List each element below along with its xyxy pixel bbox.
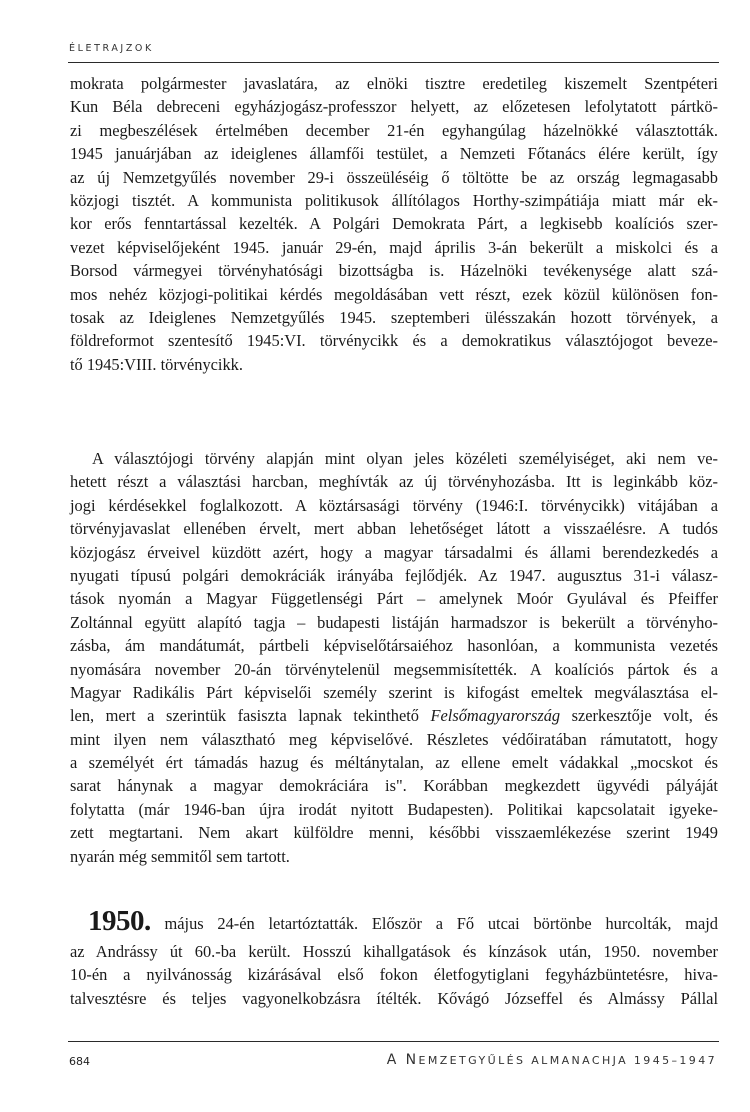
text-line: a személyét ért támadás hazug és méltánytalan, az ellene emelt vádakkal „mocskot és <box>70 753 718 773</box>
text-line: zett megtartani. Nem akart külföldre menni, későbbi visszaemlékezése szerint 1949 <box>70 823 718 843</box>
section-1950 <box>70 905 718 1010</box>
text-line: Zoltánnal együtt alapító tagja – budapesti listáján harmadszor is bekerült a törvényho- <box>70 612 718 632</box>
text-fragment: szerkesztője volt, és <box>560 706 718 726</box>
text-line: zi megbeszélések értelmében december 21-én egyhangúlag házelnökké választották. <box>70 120 718 140</box>
text-line: Borsod vármegyei törvényhatósági bizottságba is. Házelnöki tevékenysége alatt szá- <box>70 261 718 281</box>
text-line: 10-én a nyilvánosság kizárásával első fokon életfogytiglani fegyházbüntetésre, hiva- <box>70 965 718 985</box>
text-line: mokrata polgármester javaslatára, az elnöki tisztre eredetileg kiszemelt Szentpéteri <box>70 74 718 93</box>
text-line: talvesztésre és teljes vagyonelkobzásra ítélték. Kővágó Józseffel és Almássy Pállal <box>70 988 718 1008</box>
paragraph-1 <box>70 72 718 376</box>
text-line: tő 1945:VIII. törvénycikk. <box>70 354 243 374</box>
paragraph-2 <box>70 447 718 868</box>
text-line: közjogi tisztét. A kommunista politikusok állítólagos Horthy-szimpátiája miatt már ek- <box>70 190 718 210</box>
text-fragment: május 24-én letartóztatták. Először a Fő utcai börtönbe hurcolták, majd <box>150 914 718 933</box>
text-line-with-periodical <box>70 704 718 727</box>
periodical-title: Felsőmagyarország <box>430 706 561 726</box>
section-first-line <box>70 905 718 940</box>
text-line: nyugati típusú polgári demokráciák irányába fejlődjék. Az 1947. augusztus 31-i válasz- <box>70 565 718 585</box>
text-line: nyarán még semmitől sem tartott. <box>70 846 290 866</box>
text-fragment: len, mert a szerintük fasiszta lapnak tekinthető <box>70 706 431 726</box>
book-title-rest: EMZETGYŰLÉS ALMANACHJA 1945–1947 <box>418 1054 717 1067</box>
text-line: folytatta (már 1946-ban újra irodát nyitott Budapesten). Politikai kapcsolatait igyeke- <box>70 799 718 819</box>
book-title-initial: A N <box>386 1052 419 1068</box>
text-line: 1945 januárjában az ideiglenes államfői testület, a Nemzeti Főtanács élére került, így <box>70 144 718 164</box>
text-line: törvényjavaslat ellenében érvelt, mert abban lehetőséget látott a visszaélésre. A tudós <box>70 519 718 539</box>
text-line: az új Nemzetgyűlés november 29-i összeüléséig ő töltötte be az ország legmagasabb <box>70 167 718 187</box>
text-line: sarat hánynak a magyar demokráciára is". Korábban megkezdett ügyvédi pályáját <box>70 776 718 796</box>
text-line: A választójogi törvény alapján mint olyan jeles közéleti személyiséget, aki nem ve- <box>92 449 718 468</box>
text-line: nyomására november 20-án törvénytelenül megsemmisítették. A koalíciós pártok és a <box>70 659 718 679</box>
text-line: vezet képviselőjeként 1945. január 29-én, majd április 3-án bekerült a miskolci és a <box>70 237 718 257</box>
text-line: földreformot szentesítő 1945:VI. törvénycikk és a demokratikus választójogot beveze- <box>70 331 718 351</box>
text-line: közjogász érveivel küzdött azért, hogy a magyar társadalmi és állami berendezkedés a <box>70 542 718 562</box>
text-line: az Andrássy út 60.-ba került. Hosszú kihallgatások és kínzások után, 1950. november <box>70 942 718 961</box>
year-lead-numeral: 1950. <box>88 905 151 937</box>
book-title <box>387 1052 717 1068</box>
text-line: tások nyomán a Magyar Függetlenségi Párt – amelynek Moór Gyulával és Pfeiffer <box>70 589 718 609</box>
text-line: zásba, ám mandátumát, pártbeli képviselőtársaiéhoz hasonlóan, a kommunista vezetés <box>70 636 718 656</box>
text-line: hetett részt a választási harcban, meghívták az új törvényhozásba. Itt is leginkább köz- <box>70 472 718 492</box>
page-number: 684 <box>69 1055 90 1068</box>
text-line: kor erős fenntartással kezelték. A Polgári Demokrata Párt, a legkisebb koalíciós szer- <box>70 214 718 234</box>
header-rule <box>68 62 719 63</box>
footer-rule <box>68 1041 719 1042</box>
text-line: Kun Béla debreceni egyházjogász-professzor helyett, az előzetesen lefolytatott pártkö- <box>70 97 718 117</box>
text-line: jogi kérdésekkel foglalkozott. A köztársasági törvény (1946:I. törvénycikk) vitájában a <box>70 495 718 515</box>
text-line: Magyar Radikális Párt képviselői személy szerint is kifogást emeltek megválasztása el- <box>70 682 718 702</box>
running-head: ÉLETRAJZOK <box>69 43 154 54</box>
text-line: mint ilyen nem választható meg képviselővé. Részletes védőiratában rámutatott, hogy <box>70 729 718 749</box>
text-line: tosak az Ideiglenes Nemzetgyűlés 1945. szeptemberi ülésszakán hozott törvények, a <box>70 307 718 327</box>
text-line: mos nehéz közjogi-politikai kérdés megoldásában vett részt, ezek közül különösen fon- <box>70 284 718 304</box>
